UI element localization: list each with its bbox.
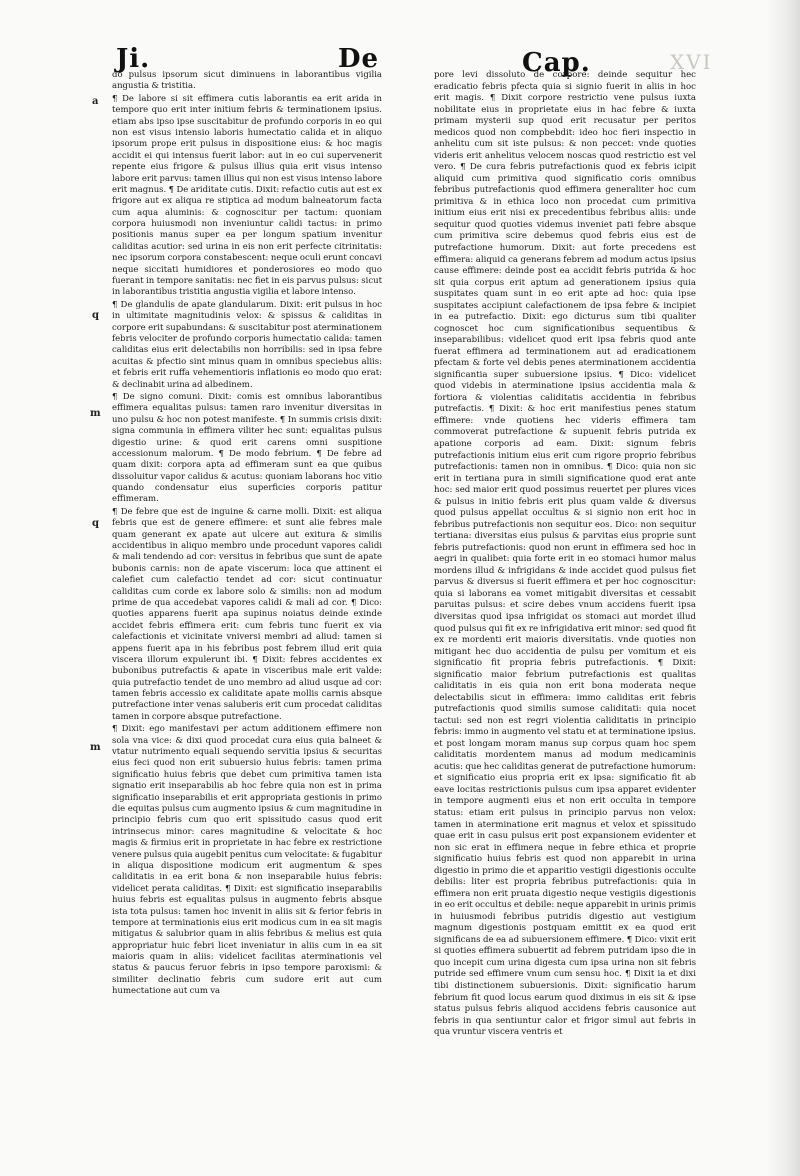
- bleed-through-text: XVI: [670, 50, 713, 74]
- right-text-column: [434, 70, 696, 1039]
- margin-letter: q: [92, 310, 99, 321]
- paragraph: ¶ De febre que est de inguine & carne molli. Dixit: est aliqua febris que est de genere effimere: et sunt alie febres male quam generant ex apate aut ulcere aut exitura & similis accidentibus in aliquo membro unde procedunt vapores calidi & mali tendendo ad cor: versitus in febribus que sunt de apate bubonis carnis: non de apate viscerum: loca que attinent ei calefiet cum calefactio tendet ad cor: sicut continuatur caliditas cum corde ex labore solo & similis: non ad modum prime de qua accedebat vapores calidi & mali ad cor. ¶ Dico: quoties apparens fuerit apa supinus noiatus deinde exinde accidet febris effimera erit: cum febris tunc fuerit ex via calefactionis et vicinitate vniversi membri ad aliud: tamen si appens fuerit apa in his febribus post febrem illud erit quia viscera illorum expulerunt ibi. ¶ Dixit: febres accidentes ex bubonibus putrefactis & apate in visceribus male erit valde: quia putrefactio tendet de uno membro ad aliud usque ad cor: tamen febris accessio ex caliditate apate mollis carnis absque putrefactione inter venas saluberis erit cum procedat caliditas tamen in corpore absque putrefactione.: [112, 506, 382, 722]
- paragraph: ¶ De glandulis de apate glandularum. Dixit: erit pulsus in hoc in ultimitate magnitudinis velox: & spissus & caliditas in corpore erit supabundans: & suscitabitur post aterminationem febris velociter de profundo corporis humectatio calida: tamen caliditas eius erit delectabilis non horribilis: sed in ipsa febre acuitas & pfectio sint minus quam in omnibus speciebus aliis: et febris erit ruffa vehementioris inflationis eo modo quo erat: & declinabit urina ad albedinem.: [112, 299, 382, 390]
- folio-number: Ji.: [116, 44, 151, 74]
- paragraph: ¶ De labore si sit effimera cutis laborantis ea erit arida in tempore quo erit inter initium febris & terminationem ipsius. etiam abs ipso ipse suscitabitur de profundo corporis in eo qui non est visus intensio laboris humectatio calida et in aliquo ipsorum prope erit pulsus in dispositione eius: & hoc magis accidit ei qui intensus fuerit labor: aut in eo cui supervenerit repente eius frigore & pulsus illius quia erit visus intenso labore erit parvus: tamen illius qui non est visus intenso labore erit magnus. ¶ De ariditate cutis. Dixit: refactio cutis aut est ex frigore aut ex aliqua re stiptica ad modum balneatorum facta cum aqua aluminis: & cognoscitur per tactum: quoniam corpora huiusmodi non inveniuntur calidi tactus: in primo positionis manus super ea per longum spatium invenitur caliditas acutior: sed urina in eis non erit perfecte citrinitatis: nec ipsorum corpora constabescent: neque oculi erunt concavi neque siccitati humidiores et ponderosiores eo modo quo fuerant in tempore sanitatis: nec fiet in eis parvus pulsus: sicut in laborantibus tristitia angustia vigilia et labore intenso.: [112, 93, 382, 298]
- running-title-left: De: [338, 44, 380, 74]
- paragraph: do pulsus ipsorum sicut diminuens in laborantibus vigilia angustia & tristitia.: [112, 70, 382, 92]
- margin-letter: a: [92, 96, 99, 107]
- running-title-right: Cap.: [522, 48, 591, 78]
- paragraph: ¶ De signo comuni. Dixit: comis est omnibus laborantibus effimera equalitas pulsus: tamen raro invenitur diversitas in uno pulsu & hoc non potest manifeste. ¶ In summis crisis dixit: signa communia in effimera viliter hec sunt: equalitas pulsus digestio urine: & quod erit carens omni suspitione accessionum malorum. ¶ De modo febrium. ¶ De febre ad quam dixit: corpora apta ad effimeram sunt ea que quibus dissoluitur vapor calidus & acutus: quoniam laborans hoc vitio quando condensatur eius superficies corporis patitur effimeram.: [112, 391, 382, 505]
- paragraph: ¶ Dixit: ego manifestavi per actum additionem effimere non sola vna vice: & dixi quod procedat cura eius quia balneet & vtatur nutrimento equali sequendo servitia ipsius & securitas eius feci quod non erit subuersio huius febris: tamen prima significatio huius febris que debet cum primitiva tamen ista signatio erit inseparabilis ab hoc febre quia non est in prima significatio inseparabilis et erit appropriata gestionis in primo die equitas pulsus cum augmento ipsius & cum magnitudine in principio febris cum quo erit spissitudo casus quod erit intrinsecus minor: cares magnitudine & velocitate & hoc magis & firmius erit in proprietate in hac febre ex restrictione venere pulsus quia augebit penitus cum velocitate: & fugabitur in aliqua dispositione modicum erit augmentum & spes caliditatis in ea erit bona & non inseparabile huius febris: videlicet perata caliditas. ¶ Dixit: est significatio inseparabilis huius febris est equalitas pulsus in augmento febris absque ista tota pulsus: tamen hoc invenit in aliis sit & ferior febris in tempore at terminationis eius erit modicus cum in ea sit magis mitigatus & salubrior quam in aliis febribus & melius est quia appropriatur huic febri licet inveniatur in aliis cum in ea sit maioris quam in aliis: videlicet facilitas aterminationis vel status & paucus feruor febris in ipso tempore paroxismi: & similiter declinatio febris cum sudore erit aut cum humectatione aut cum va: [112, 724, 382, 997]
- margin-letter: m: [90, 408, 101, 419]
- gutter-shadow: [766, 0, 800, 1176]
- margin-letter: m: [90, 742, 101, 753]
- paragraph: pore levi dissoluto de corpore: deinde sequitur hec eradicatio febris pfecta quia si signio fuerit in aliis in hoc erit magis. ¶ Dixit corpore restrictio vene pulsus iuxta nobilitate eius in proprietate eius in hac febre & iuxta primam mysterii sup quod erit recusatur per peritos medicos quod non compbebdit: ideo hoc fieri inspectio in anhelitu cum sit iste pulsus: & non peccet: vnde quoties videris erit anhelitus velocem noscas quod restrictio est vel vero. ¶ De cura febris putrefactionis quod ex febris icipit aliquid cum primitiva quod significatio coris omnibus febribus putrefactionis quod effimera generaliter hoc cum primitiva & in ethica loco non procedat cum primitiva initium eius erit nisi ex precedentibus febribus aliis: unde sequitur quod quoties videmus inveniet pati febre absque cum primitiva scire debemus quod febris eius est de putrefactione humorum. Dixit: aut forte precedens est effimera: aliquid ca generans febrem ad modum actus ipsius cause effimere: deinde post ea accidit febris putrida & hoc sit quia corpus erit aptum ad generationem ipsius quia suspitates quam sunt in eo erit apte ad hoc: quia ipse suspitates accipiunt calefactionem de ipsa febre & incipiet in ea putrefactio. Dixit: ego dicturus sum tibi qualiter cognoscet hoc cum significationibus sequentibus & inseparabilibus: videlicet quod erit ipsa febris quod ante fuerat effimera ad terminationem aut ad eradicationem pfectam & forte vel debis penes aterminationem accidentia significantia super subuersione ipsius. ¶ Dico: videlicet quod videbis in aterminatione ipsius accidentia mala & fortiora & violentias caliditatis accidentia in febribus putrefactis. ¶ Dixit: & hoc erit manifestius penes statum effimere: vnde quotiens hec videris effimera tam commoverat putrefactione & supuenit febris putrida ex apatione corporis ad eam. Dixit: signum febris putrefactionis initium eius erit cum rigore proprio febribus putrefactionis: tamen non in omnibus. ¶ Dico: quia non sic erit in tertiana pura in simili significatione quod erat ante hoc: sed maior erit quod possimus reuertet per plures vices & pulsus in initio febris erit plus quam valde & diversus quod pulsus appellat occultus & si signio non erit hoc in febribus putrefactionis non sequitur eos. Dico: non sequitur tertiana: diversitas eius pulsus & parvitas eius proprie sunt febris putrefactionis: quod non erunt in effimera sed hoc in aegri in qualibet: quia forte erit in eo stomaci humor malus mordens illud & infrigidans & inde accidet quod pulsus fiet parvus & diversus si fuerit effimera et per hoc cognoscitur: quia si laborans ea vomet mitigabit diversitas et cessabit paruitas pulsus: et scire debes vnum accidens fuerit ipsa diversitas quod ipsa infrigidat os stomaci aut mordet illud quod pulsus qui fit ex re infrigidativa erit minor: sed quod fit ex re mordenti erit maioris diversitatis. vnde quoties non mitigant hec duo accidentia de pulsu per vomitum et eis significatio fit propria febris putrefactionis. ¶ Dixit: significatio maior febrium putrefactionis est qualitas caliditatis in eis quia non erit bona moderata neque delectabilis sicut in effimera: immo caliditas erit febris putrefactionis quod similis sumose caliditati: quia nocet tactui: sed non est regri violentia caliditatis in principio febris: immo in augmento vel statu et at terminatione ipsius. et post longam moram manus sup corpus quam hoc spem caliditatis mordentem manus ad modum medicaminis acutis: que hec caliditas generat de putrefactione humorum: et significatio eius propria erit ex ipsa: significatio fit ab eave locitas restrictionis pulsus cum ipsa apparet evidenter in tempore augmenti eius et non erit occulta in tempore status: etiam erit pulsus in principio parvus non velox: tamen in aterminatione erit magnus et velox et spissitudo quae erit in casu pulsus erit post expansionem evidenter et non sic erat in effimera neque in febre ethica et proprie significatio huius febris est quod non apparebit in urina digestio in primo die et apparitio vestigii digestionis occulte debilis: liter est propria febribus putrefactionis: quia in effimera non erit pruata digestio neque vestigiis digestionis in eo erit occultus et debile: neque apparebit in urinis primis in huiusmodi febribus putridis digestio aut vestigium magnum digestionis postquam emittit ex ea quod erit significans de ea ad subuersionem effimere. ¶ Dico: vixit erit si quoties effimera subuertit ad febrem putridam ipso die in quo incepit cum urina digesta cum ipsa urina non sit febris putride sed effimere vnum cum sensu hoc. ¶ Dixit ia et dixi tibi distinctionem subuersionis. Dixit: significatio harum febrium fit quod locus earum quod diximus in eis sit & ipse status pulsus febris aliquod accidens febris causonice aut febris in qua sentiuntur calor et frigor simul aut febris in qua vruntur viscera ventris et: [434, 70, 696, 1038]
- left-text-column: [112, 70, 382, 998]
- margin-letter: q: [92, 518, 99, 529]
